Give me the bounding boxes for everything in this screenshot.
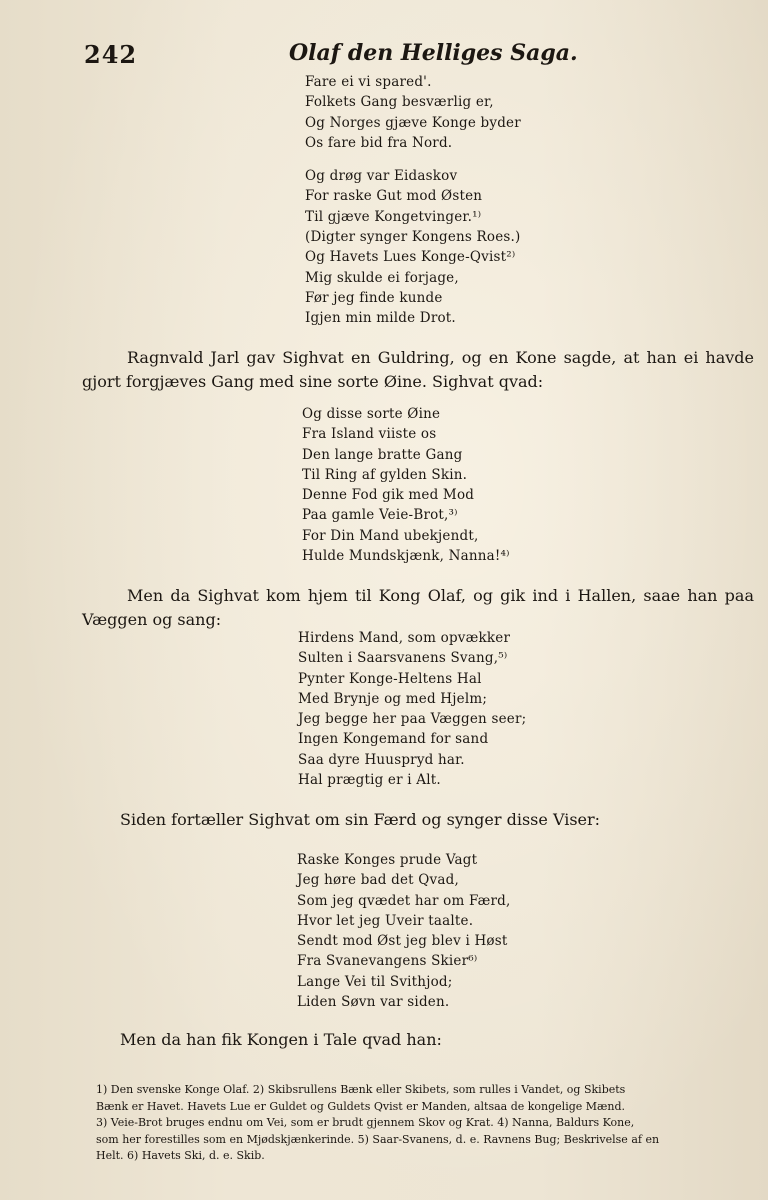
page-header (84, 36, 684, 76)
verse-line: Sendt mod Øst jeg blev i Høst (297, 933, 508, 950)
verse-line: Hulde Mundskjænk, Nanna!⁴⁾ (302, 548, 510, 565)
footnote-line: som her forestilles som en Mjødskjænkerinde. 5) Saar-Svanens, d. e. Ravnens Bug; Beskrivelse af en (96, 1132, 660, 1146)
verse-line: Til Ring af gylden Skin. (302, 466, 468, 483)
verse-line: Folkets Gang besværlig er, (305, 94, 494, 111)
verse-line: Liden Søvn var siden. (297, 994, 450, 1011)
verse-block-3 (298, 628, 526, 790)
prose-text: Men da han fik Kongen i Tale qvad han: (120, 1030, 442, 1049)
footnote-line: Helt. 6) Havets Ski, d. e. Skib. (96, 1149, 265, 1163)
verse-line: Lange Vei til Svithjod; (297, 973, 453, 990)
verse-line: Fra Svanevangens Skier⁶⁾ (297, 953, 478, 970)
verse-line: Og Havets Lues Konge-Qvist²⁾ (305, 249, 516, 266)
verse-line: Og Norges gjæve Konge byder (305, 114, 521, 131)
verse-line: Den lange bratte Gang (302, 446, 463, 463)
prose-paragraph-3 (82, 808, 754, 832)
verse-line: Hal prægtig er i Alt. (298, 772, 441, 789)
verse-line: Med Brynje og med Hjelm; (298, 690, 488, 707)
footnotes (96, 1082, 744, 1165)
verse-line: (Digter synger Kongens Roes.) (305, 229, 521, 246)
verse-line: For raske Gut mod Østen (305, 188, 483, 205)
verse-line: Pynter Konge-Heltens Hal (298, 670, 482, 687)
prose-text: Siden fortæller Sighvat om sin Færd og synger disse Viser: (120, 810, 601, 829)
prose-text: Men da Sighvat kom hjem til Kong Olaf, og gik ind i Hallen, saae han paa Væggen og sang: (82, 586, 754, 629)
verse-line: Fra Island viiste os (302, 426, 437, 443)
verse-line: Jeg høre bad det Qvad, (297, 872, 459, 889)
verse-line: Denne Fod gik med Mod (302, 487, 475, 504)
page-number: 242 (84, 40, 138, 69)
prose-paragraph-1 (82, 346, 754, 394)
footnote-line: 3) Veie-Brot bruges endnu om Vei, som er brudt gjennem Skov og Krat. 4) Nanna, Baldurs Kone, (96, 1116, 635, 1130)
verse-line: Os fare bid fra Nord. (305, 134, 453, 151)
prose-paragraph-2 (82, 584, 754, 632)
stanza-gap (305, 153, 521, 166)
verse-block-4 (297, 850, 511, 1012)
verse-block-1 (305, 72, 521, 329)
verse-line: Sulten i Saarsvanens Svang,⁵⁾ (298, 650, 508, 667)
verse-line: Og disse sorte Øine (302, 406, 441, 422)
footnote-line: Bænk er Havet. Havets Lue er Guldet og Guldets Qvist er Manden, altsaa de kongelige Mænd. (96, 1099, 625, 1113)
prose-text: Ragnvald Jarl gav Sighvat en Guldring, og en Kone sagde, at han ei havde gjort forgjæves Gang med sine sorte Øine. Sighvat qvad: (82, 348, 754, 391)
verse-line: Til gjæve Kongetvinger.¹⁾ (305, 208, 482, 225)
verse-line: Før jeg finde kunde (305, 289, 443, 306)
verse-line: Igjen min milde Drot. (305, 310, 456, 327)
verse-line: Som jeg qvædet har om Færd, (297, 892, 511, 909)
prose-paragraph-4 (82, 1028, 754, 1052)
verse-line: Fare ei vi spared'. (305, 74, 432, 90)
verse-line: Ingen Kongemand for sand (298, 731, 489, 748)
verse-line: For Din Mand ubekjendt, (302, 527, 479, 544)
verse-line: Saa dyre Huuspryd har. (298, 751, 465, 768)
verse-line: Hvor let jeg Uveir taalte. (297, 912, 474, 929)
verse-line: Paa gamle Veie-Brot,³⁾ (302, 507, 458, 524)
verse-block-2 (302, 404, 510, 566)
verse-line: Raske Konges prude Vagt (297, 852, 478, 868)
verse-line: Jeg begge her paa Væggen seer; (298, 711, 527, 728)
verse-line: Hirdens Mand, som opvækker (298, 630, 511, 646)
footnote-line: 1) Den svenske Konge Olaf. 2) Skibsrullens Bænk eller Skibets, som rulles i Vandet, og Skibets (96, 1083, 626, 1096)
verse-line: Og drøg var Eidaskov (305, 168, 458, 185)
running-title: Olaf den Helliges Saga. (289, 40, 578, 66)
verse-line: Mig skulde ei forjage, (305, 269, 459, 286)
